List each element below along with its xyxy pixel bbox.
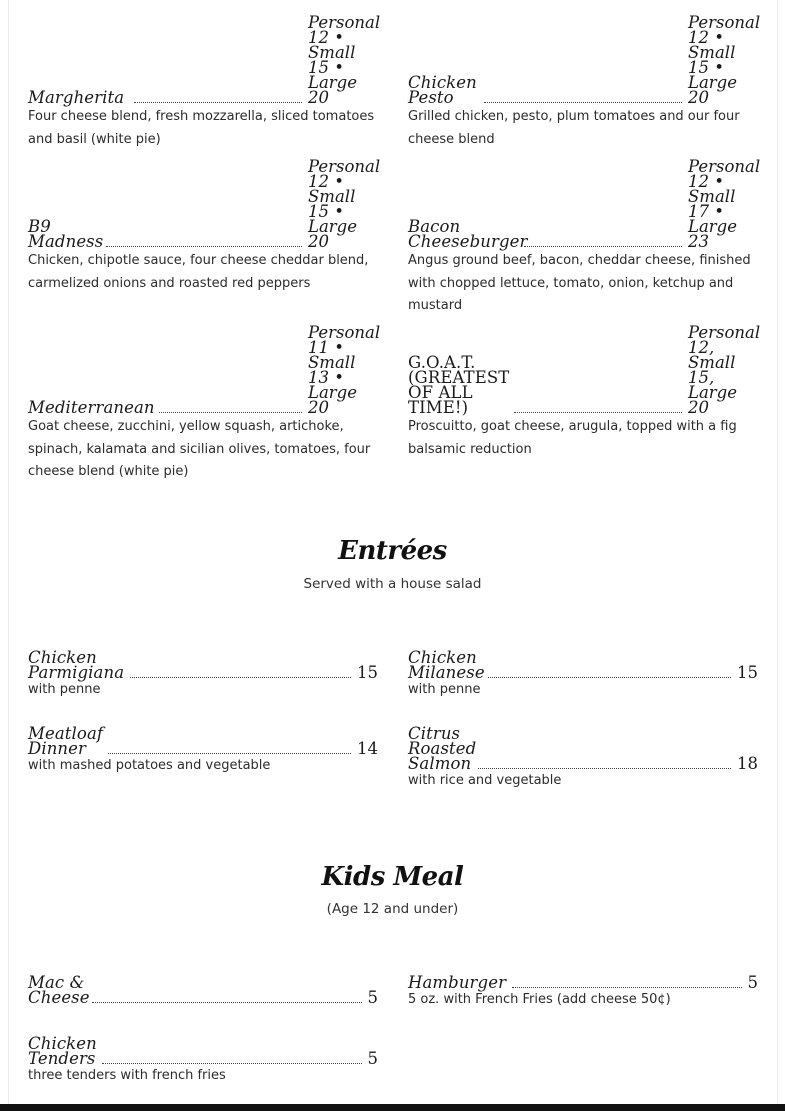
item-name: Chicken Milanese	[408, 648, 485, 682]
dot-leader	[108, 752, 351, 754]
menu-item-bacon-cheeseburger	[408, 157, 761, 318]
item-price: Personal 11 • Small 13 • Large 20	[308, 323, 381, 417]
item-description: with penne	[408, 682, 481, 697]
item-name: Chicken Pesto	[408, 73, 477, 107]
dot-leader	[524, 245, 682, 247]
menu-item-hamburger	[408, 975, 758, 1010]
item-price: 5	[747, 973, 758, 992]
item-description: Chicken, chipotle sauce, four cheese cheddar blend, carmelized onions and roasted red peppers	[28, 253, 369, 291]
item-price: Personal 12 • Small 15 • Large 20	[688, 13, 761, 107]
dot-leader	[159, 411, 302, 413]
dot-leader	[478, 767, 731, 769]
item-description: with penne	[28, 682, 101, 697]
menu-item-mac-and-cheese	[28, 975, 378, 1005]
dot-leader	[106, 245, 302, 247]
item-price: 5	[367, 988, 378, 1007]
menu-item-citrus-roasted-salmon	[408, 726, 758, 791]
item-name: Meatloaf Dinner	[28, 724, 104, 758]
menu-item-b9-madness	[28, 157, 381, 295]
menu-item-chicken-pesto	[408, 13, 761, 151]
item-description: Angus ground beef, bacon, cheddar cheese, finished with chopped lettuce, tomato, onion, ketchup and mustard	[408, 253, 751, 313]
item-description: three tenders with french fries	[28, 1068, 226, 1083]
item-price: 5	[367, 1049, 378, 1068]
item-description: Proscuitto, goat cheese, arugula, topped with a fig balsamic reduction	[408, 419, 737, 457]
dot-leader	[134, 101, 302, 103]
item-price: 18	[737, 754, 758, 773]
dot-leader	[488, 676, 731, 678]
item-price: 15	[357, 663, 378, 682]
menu-item-chicken-tenders	[28, 1036, 378, 1086]
item-price: Personal 12 • Small 17 • Large 23	[688, 157, 761, 251]
dot-leader	[484, 101, 682, 103]
item-description: Goat cheese, zucchini, yellow squash, artichoke, spinach, kalamata and sicilian olives, tomatoes, four cheese blend (white pie)	[28, 419, 371, 479]
menu-item-meatloaf-dinner	[28, 726, 378, 776]
menu-item-chicken-milanese	[408, 650, 758, 700]
item-price: 15	[737, 663, 758, 682]
item-name: B9 Madness	[28, 217, 104, 251]
item-price: Personal 12, Small 15, Large 20	[688, 323, 761, 417]
item-name: Citrus Roasted Salmon	[408, 724, 477, 773]
item-name: G.O.A.T. (GREATEST OF ALL TIME!)	[408, 353, 510, 417]
item-description: with rice and vegetable	[408, 773, 562, 788]
section-title-entrees: Entrées	[338, 536, 447, 566]
dot-leader	[130, 676, 351, 678]
menu-item-goat	[408, 323, 761, 461]
item-name: Mediterranean	[28, 398, 155, 417]
item-price: Personal 12 • Small 15 • Large 20	[308, 157, 381, 251]
menu-item-chicken-parmigiana	[28, 650, 378, 700]
item-name: Bacon Cheeseburger	[408, 217, 528, 251]
item-name: Chicken Tenders	[28, 1034, 97, 1068]
item-name: Hamburger	[408, 973, 507, 992]
section-subtitle-entrees: Served with a house salad	[303, 576, 482, 592]
section-title-kids-meal: Kids Meal	[321, 862, 464, 892]
item-name: Mac & Cheese	[28, 973, 90, 1007]
item-price: 14	[357, 739, 378, 758]
dot-leader	[512, 986, 741, 988]
section-subtitle-kids-meal: (Age 12 and under)	[326, 901, 459, 917]
item-description: Grilled chicken, pesto, plum tomatoes and our four cheese blend	[408, 109, 740, 147]
item-description: 5 oz. with French Fries (add cheese 50¢)	[408, 992, 671, 1007]
menu-item-mediterranean	[28, 323, 381, 484]
page-footer-bar	[0, 1104, 785, 1111]
item-description: Four cheese blend, fresh mozzarella, sliced tomatoes and basil (white pie)	[28, 109, 375, 147]
dot-leader	[92, 1001, 362, 1003]
item-description: with mashed potatoes and vegetable	[28, 758, 271, 773]
item-price: Personal 12 • Small 15 • Large 20	[308, 13, 381, 107]
dot-leader	[514, 411, 682, 413]
dot-leader	[102, 1062, 362, 1064]
menu-item-margherita	[28, 13, 381, 151]
item-name: Margherita	[28, 88, 125, 107]
item-name: Chicken Parmigiana	[28, 648, 125, 682]
